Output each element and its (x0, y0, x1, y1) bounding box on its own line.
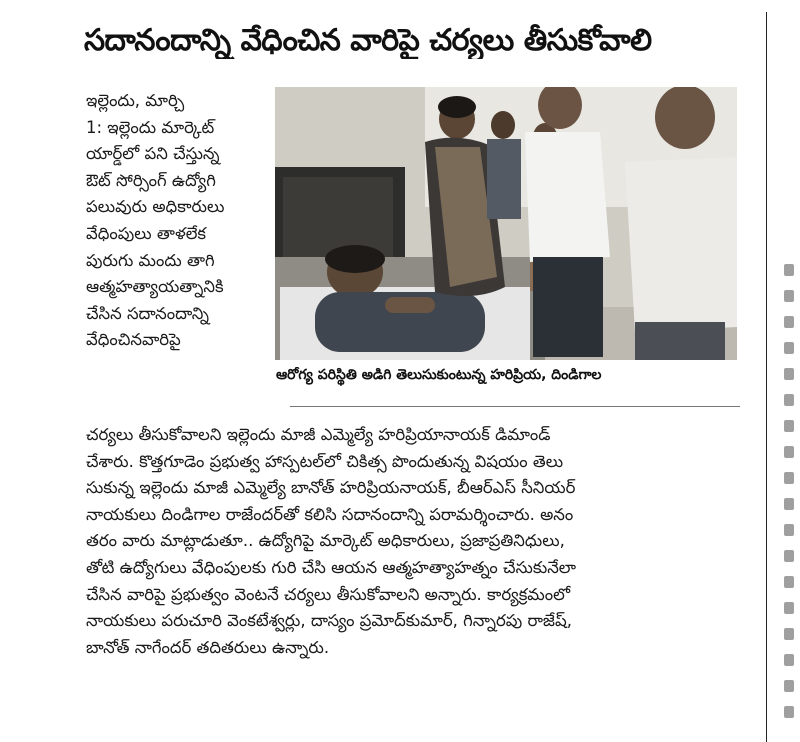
column-divider (766, 12, 767, 742)
lead-line: వేధించినవారిపై (86, 330, 181, 350)
body-line: తోటి ఉద్యోగులు వేధింపులకు గురి చేసి ఆయన ఆత్మహత్యాహత్నం చేసుకునేలా (86, 557, 577, 577)
body-line: నాయకులు దిండిగాల రాజేందర్‌తో కలిసి సదానందాన్ని పరామర్శించారు. అనం (86, 504, 574, 524)
article-body (86, 422, 742, 661)
body-line: తరం వారు మాట్లాడుతూ.. ఉద్యోగిపై మార్కెట్ అధికారులు, ప్రజాప్రతినిధులు, (86, 531, 565, 551)
hospital-visit-photo (275, 87, 737, 360)
lead-line: పురుగు మందు తాగి (86, 250, 215, 270)
lead-line: ఆత్మహత్యాయత్నానికి (86, 277, 224, 297)
next-article-headline-cut (84, 728, 744, 742)
article-headline: సదానందాన్ని వేధించిన వారిపై చర్యలు తీసుకోవాలి (84, 24, 652, 58)
body-line: బానోత్ నాగేందర్ తదితరులు ఉన్నారు. (86, 637, 330, 657)
lead-line: వేధింపులు తాళలేక (86, 223, 207, 243)
lead-line: 1: ఇల్లెందు మార్కెట్ (86, 117, 215, 137)
lead-line: యార్డ్‌లో పని చేస్తున్న (86, 144, 220, 164)
lead-line: చేసిన సదానందాన్ని (86, 303, 209, 323)
body-line: సుకున్న ఇల్లెందు మాజీ ఎమ్మెల్యే బానోత్ హరిప్రియనాయక్, బీఆర్ఎస్ సీనియర్ (86, 478, 576, 498)
adjacent-column-edge (778, 250, 800, 742)
photo-caption: ఆరోగ్య పరిస్థితి అడిగి తెలుసుకుంటున్న హరిప్రియ, దిండిగాల (276, 367, 602, 383)
body-line: చర్యలు తీసుకోవాలని ఇల్లెందు మాజీ ఎమ్మెల్యే హరిప్రియానాయక్ డిమాండ్ (86, 425, 551, 444)
news-photo (275, 87, 737, 360)
caption-divider (290, 406, 740, 407)
lead-line: ఇల్లెందు, మార్చి (86, 91, 185, 110)
lead-column (86, 88, 270, 354)
body-line: నాయకులు పరుచూరి వెంకటేశ్వర్లు, దాస్యం ప్రమోద్‌కుమార్, గిన్నారపు రాజేష్, (86, 611, 572, 631)
body-line: చేసిన వారిపై ప్రభుత్వం వెంటనే చర్యలు తీసుకోవాలని అన్నారు. కార్యక్రమంలో (86, 584, 571, 604)
lead-line: ఔట్ సోర్సింగ్ ఉద్యోగి (86, 170, 216, 190)
body-line: చేశారు. కొత్తగూడెం ప్రభుత్వ హాస్పటల్‌లో చికిత్స పొందుతున్న విషయం తెలు (86, 451, 564, 471)
lead-line: పలువురు అధికారులు (86, 197, 225, 217)
